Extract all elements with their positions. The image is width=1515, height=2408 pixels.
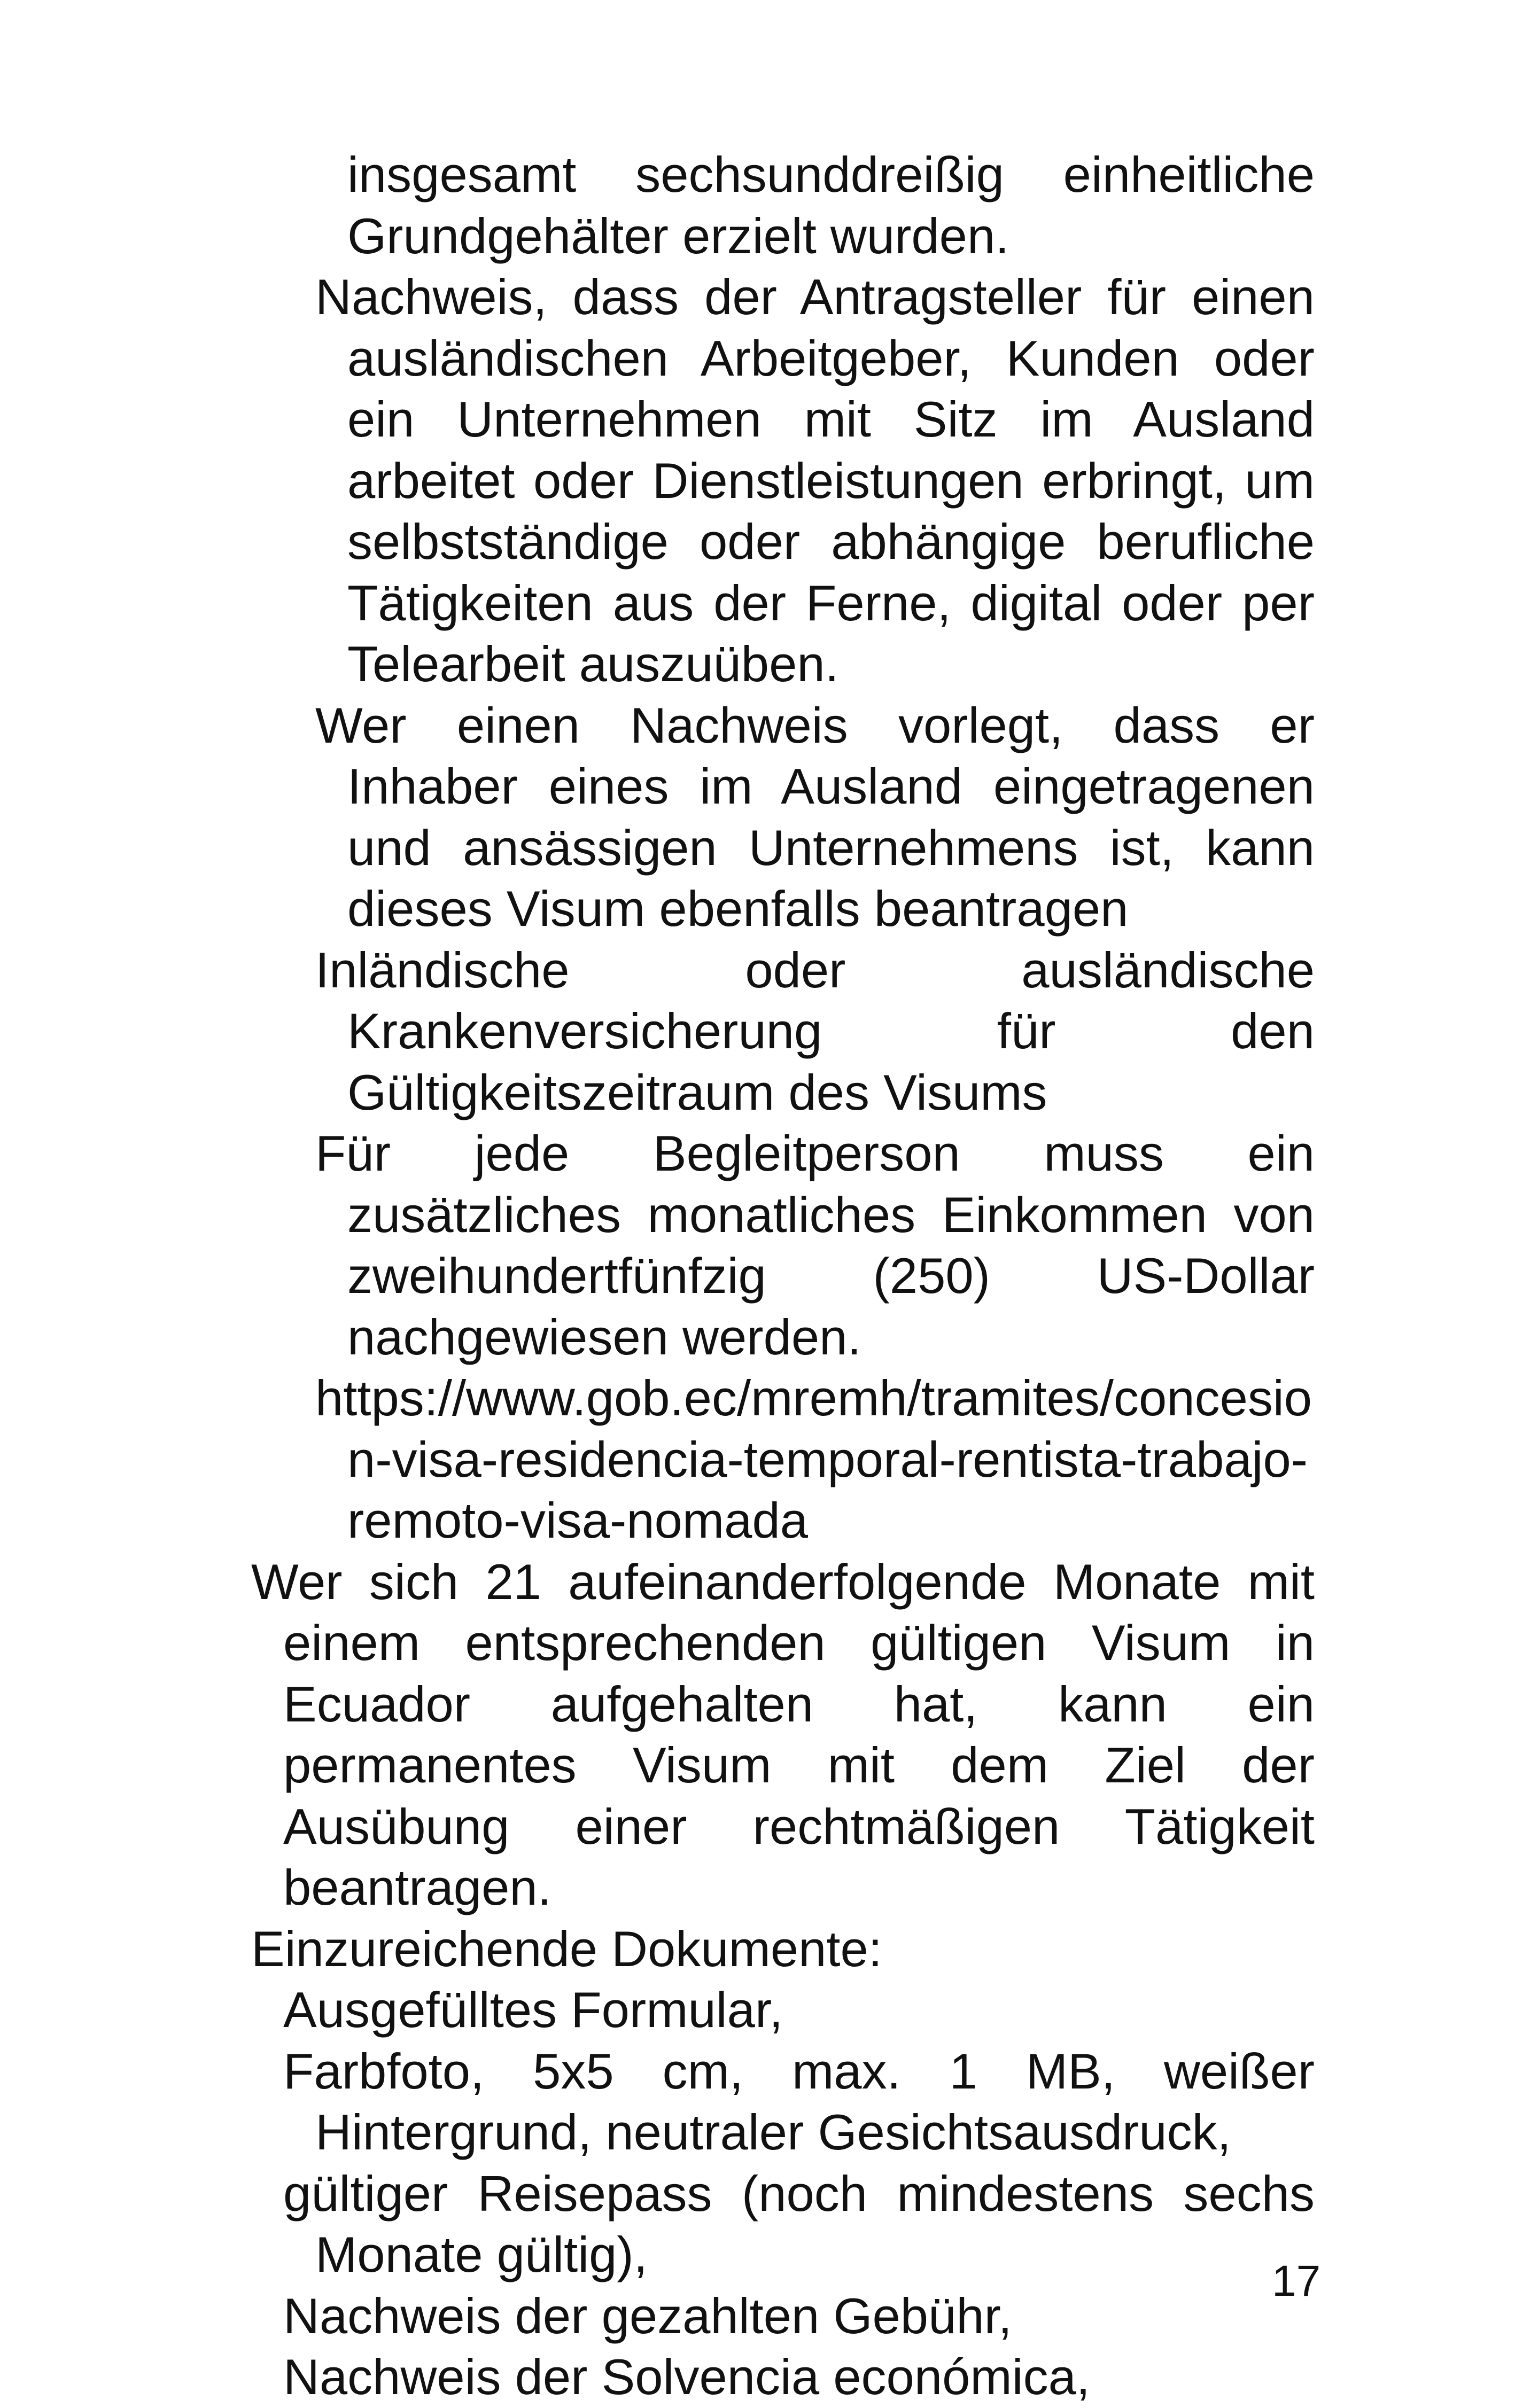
requirement-companion-income: Für jede Begleitperson muss ein zusätzliches monatliches Einkommen von zweihundertfünfzig (250) US-Dollar nachgewiesen werden. bbox=[315, 1125, 1315, 1365]
document-item-solvency: Nachweis der Solvencia económica, bbox=[283, 2349, 1090, 2405]
reference-url: https://www.gob.ec/mremh/tramites/concesion-visa-residencia-temporal-rentista-trabajo-remoto-visa-nomada bbox=[315, 1370, 1312, 1548]
permanent-visa-paragraph: Wer sich 21 aufeinanderfolgende Monate mit einem entsprechenden gültigen Visum in Ecuador aufgehalten hat, kann ein permanentes Visum mit dem Ziel der Ausübung einer rechtmäßigen Tätigkeit beantragen. bbox=[251, 1553, 1315, 1915]
page-body-text bbox=[251, 144, 1321, 2408]
page-number: 17 bbox=[1272, 2257, 1321, 2305]
document-item-fee: Nachweis der gezahlten Gebühr, bbox=[283, 2287, 1012, 2344]
requirement-remote-work-proof: Nachweis, dass der Antragsteller für einen ausländischen Arbeitgeber, Kunden oder ein Unternehmen mit Sitz im Ausland arbeitet oder Dienstleistungen erbringt, um selbstständige oder abhängige berufliche Tätigkeiten aus der Ferne, digital oder per Telearbeit auszuüben. bbox=[315, 269, 1315, 692]
continued-paragraph: insgesamt sechsunddreißig einheitliche Grundgehälter erzielt wurden. bbox=[347, 146, 1315, 264]
requirement-business-owner: Wer einen Nachweis vorlegt, dass er Inhaber eines im Ausland eingetragenen und ansässigen Unternehmens ist, kann dieses Visum ebenfalls beantragen bbox=[315, 697, 1315, 937]
document-item-passport: gültiger Reisepass (noch mindestens sechs Monate gültig), bbox=[283, 2165, 1315, 2282]
requirement-health-insurance: Inländische oder ausländische Krankenversicherung für den Gültigkeitszeitraum des Visums bbox=[315, 941, 1315, 1120]
documents-heading: Einzureichende Dokumente: bbox=[251, 1920, 882, 1977]
document-item-photo: Farbfoto, 5x5 cm, max. 1 MB, weißer Hintergrund, neutraler Gesichtsausdruck, bbox=[283, 2043, 1315, 2160]
document-item-form: Ausgefülltes Formular, bbox=[283, 1982, 783, 2038]
